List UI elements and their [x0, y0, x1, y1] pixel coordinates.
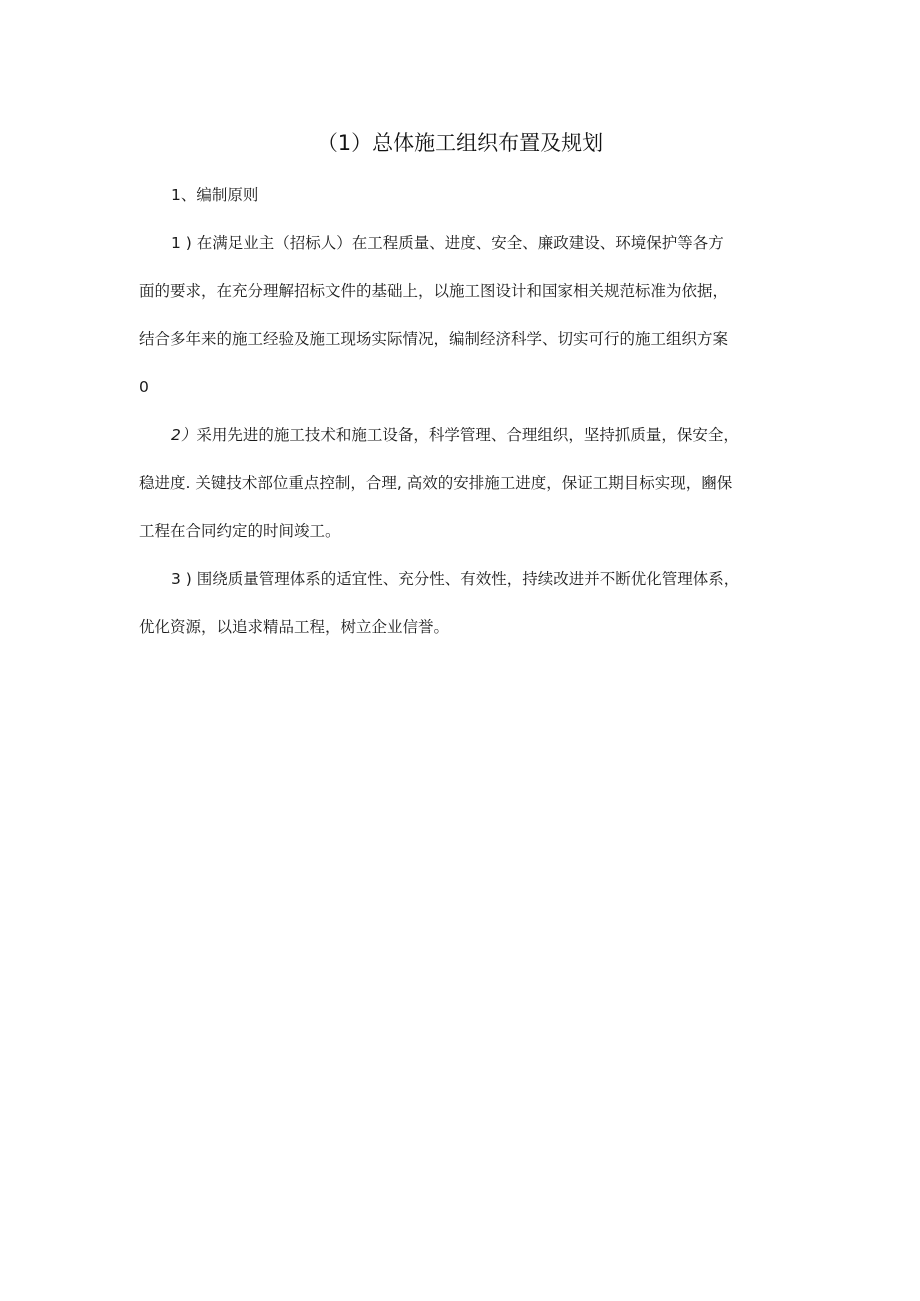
paragraph-2-line-3: 工程在合同约定的时间竣工。 [139, 522, 341, 540]
paragraph-1-line-1: 1 ) 在满足业主（招标人）在工程质量、进度、安全、廉政建设、环境保护等各方 [171, 234, 724, 252]
paragraph-1-line-2: 面的要求，在充分理解招标文件的基础上，以施工图设计和国家相关规范标准为依据， [139, 282, 729, 300]
section-heading: 1、编制原则 [171, 186, 259, 204]
document-body [139, 171, 787, 651]
paragraph-2-line-1-text: 采用先进的施工技术和施工设备，科学管理、合理组织，坚持抓质量，保安全， [196, 426, 739, 444]
page-title: （1）总体施工组织布置及规划 [316, 131, 604, 155]
paragraph-1-line-4: 0 [139, 378, 149, 396]
paragraph-2-marker: 2） [171, 426, 197, 444]
paragraph-3-line-2: 优化资源，以追求精品工程，树立企业信誉。 [139, 618, 450, 636]
paragraph-3-line-1: 3 ) 围绕质量管理体系的适宜性、充分性、有效性，持续改进并不断优化管理体系， [171, 570, 740, 588]
paragraph-1-line-3: 结合多年来的施工经验及施工现场实际情况，编制经济科学、切实可行的施工组织方案 [139, 330, 729, 348]
paragraph-2-line-2: 稳进度. 关键技术部位重点控制，合理, 高效的安排施工进度，保证工期目标实现，豳保 [139, 474, 733, 492]
paragraph-2-line-1 [139, 411, 787, 459]
